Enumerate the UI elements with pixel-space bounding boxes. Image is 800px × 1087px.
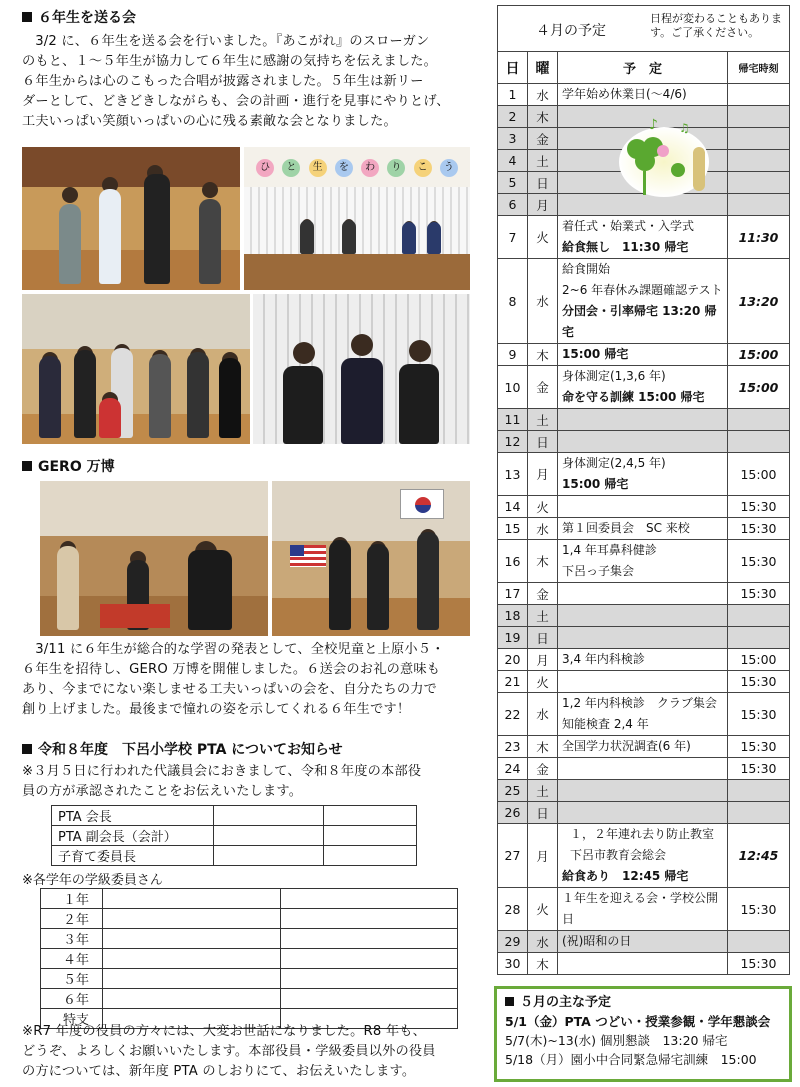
event-cell [558, 693, 728, 736]
left-column [22, 8, 490, 132]
clover-illustration: ♪ ♫ [609, 115, 717, 201]
weekday: 木 [528, 953, 558, 975]
return-time [728, 172, 790, 194]
pta-intro: ※３月５日に行われた代議員会におきまして、令和８年度の本部役 員の方が承認されたことをお伝えいたします。 [22, 764, 422, 799]
return-time: 12:45 [728, 824, 790, 888]
return-time [728, 780, 790, 802]
weekday: 火 [528, 888, 558, 931]
day-number: 10 [498, 366, 528, 409]
weekday: 土 [528, 605, 558, 627]
day-number: 4 [498, 150, 528, 172]
april-title: ４月の予定 [536, 23, 606, 39]
event-cell [558, 953, 728, 975]
grade-label: ３年 [41, 929, 103, 949]
day-number: 3 [498, 128, 528, 150]
event-cell [558, 931, 728, 953]
event-line: 15:00 帰宅 [562, 477, 629, 491]
event-line: 15:00 帰宅 [562, 347, 629, 361]
april-header [497, 5, 790, 51]
return-time [728, 931, 790, 953]
event-cell [558, 671, 728, 693]
weekday: 金 [528, 128, 558, 150]
expo-text: 3/11 に６年生が総合的な学習の発表として、全校児童と上原小５・ ６年生を招待し、GERO 万博を開催しました。６送会のお礼の意味も あり、今までにない楽しませる工夫いっぱいの会を、自分たちの力で 創り上げました。最後まで憧れの姿を示してくれる６年生です！ [22, 642, 445, 717]
day-number: 12 [498, 431, 528, 453]
event-line: 1,2 年内科検診 クラブ集会 [562, 696, 717, 710]
return-time [728, 84, 790, 106]
day-number: 1 [498, 84, 528, 106]
event-cell [558, 259, 728, 344]
event-line: 身体測定(1,3,6 年) [562, 369, 666, 383]
weekday: 土 [528, 150, 558, 172]
may-item: 5/18（月）園小中合同緊急帰宅訓練 15:00 [505, 1052, 757, 1067]
send-off-text: 3/2 に、６年生を送る会を行いました。『あこがれ』のスローガン のもと、１～５年生が協力して６年生に感謝の気持ちを伝えました。 ６年生からは心のこもった合唱が披露されました。５年生は新リー ダーとして、どきどきしながらも、会の計画・進行を見事にやりとげ、 工夫いっぱい笑顔いっぱいの心に残る素敵な会となりました。 [22, 34, 450, 129]
day-number: 24 [498, 758, 528, 780]
return-time [728, 150, 790, 172]
return-time: 13:20 [728, 259, 790, 344]
day-number: 13 [498, 453, 528, 496]
day-number: 2 [498, 106, 528, 128]
schedule-row [498, 649, 790, 671]
day-number: 17 [498, 583, 528, 605]
event-line: 分団会・引率帰宅 13:20 帰宅 [562, 304, 717, 339]
day-number: 27 [498, 824, 528, 888]
schedule-row [498, 693, 790, 736]
weekday: 木 [528, 540, 558, 583]
col-time-header: 帰宅時刻 [728, 52, 790, 84]
class-rep-table [40, 888, 458, 1029]
event-cell [558, 605, 728, 627]
weekday: 水 [528, 518, 558, 540]
day-number: 29 [498, 931, 528, 953]
day-number: 6 [498, 194, 528, 216]
event-cell [558, 409, 728, 431]
event-line: 知能検査 2,4 年 [562, 717, 649, 731]
schedule-row [498, 931, 790, 953]
weekday: 日 [528, 431, 558, 453]
weekday: 水 [528, 259, 558, 344]
return-time: 15:30 [728, 540, 790, 583]
schedule-row [498, 736, 790, 758]
event-cell [558, 780, 728, 802]
grade-label: 特支 [41, 1009, 103, 1029]
event-line: 命を守る訓練 15:00 帰宅 [562, 390, 705, 404]
weekday: 水 [528, 693, 558, 736]
day-number: 22 [498, 693, 528, 736]
day-number: 18 [498, 605, 528, 627]
return-time: 15:30 [728, 758, 790, 780]
grade-label: １年 [41, 889, 103, 909]
event-cell [558, 583, 728, 605]
schedule-row [498, 888, 790, 931]
schedule-row [498, 344, 790, 366]
schedule-row [498, 496, 790, 518]
return-time: 15:00 [728, 344, 790, 366]
weekday: 水 [528, 931, 558, 953]
weekday: 月 [528, 824, 558, 888]
schedule-row [498, 758, 790, 780]
grade-label: ４年 [41, 949, 103, 969]
event-cell [558, 431, 728, 453]
event-line: １年生を迎える会・学校公開日 [562, 891, 719, 926]
return-time: 15:30 [728, 888, 790, 931]
day-number: 19 [498, 627, 528, 649]
officer-label: PTA 会長 [52, 806, 214, 826]
photo-expo-booths [40, 481, 268, 636]
day-number: 14 [498, 496, 528, 518]
event-cell [558, 758, 728, 780]
event-line: 3,4 年内科検診 [562, 652, 645, 666]
grade-label: ２年 [41, 909, 103, 929]
event-line: 給食あり 12:45 帰宅 [562, 869, 689, 883]
weekday: 火 [528, 216, 558, 259]
weekday: 木 [528, 106, 558, 128]
grade-label: ５年 [41, 969, 103, 989]
pta-title: 令和８年度 下呂小学校 PTA についてお知らせ [22, 740, 343, 760]
may-item: 5/7(木)~13(水) 個別懇談 13:20 帰宅 [505, 1033, 728, 1048]
schedule-row [498, 583, 790, 605]
schedule-row [498, 540, 790, 583]
col-weekday-header: 曜 [528, 52, 558, 84]
weekday: 土 [528, 409, 558, 431]
weekday: 月 [528, 649, 558, 671]
april-schedule [497, 5, 790, 975]
photo-three-students-antlers [253, 294, 470, 444]
schedule-row [498, 824, 790, 888]
weekday: 月 [528, 453, 558, 496]
return-time: 11:30 [728, 216, 790, 259]
photo-walking-students [22, 147, 240, 290]
schedule-row [498, 409, 790, 431]
schedule-row [498, 518, 790, 540]
event-line: 学年始め休業日(～4/6) [562, 87, 687, 101]
return-time: 15:30 [728, 583, 790, 605]
weekday: 土 [528, 780, 558, 802]
event-line: 給食開始 [562, 262, 611, 276]
day-number: 21 [498, 671, 528, 693]
event-cell [558, 824, 728, 888]
weekday: 月 [528, 194, 558, 216]
return-time: 15:30 [728, 496, 790, 518]
return-time: 15:30 [728, 736, 790, 758]
event-line: 下呂っ子集会 [562, 564, 635, 578]
event-line: 下呂市教育会総会 [570, 848, 667, 862]
return-time [728, 106, 790, 128]
event-cell [558, 627, 728, 649]
event-cell [558, 453, 728, 496]
event-line: １，２年連れ去り防止教室 [570, 827, 715, 841]
col-event-header: 予 定 [558, 52, 728, 84]
weekday: 火 [528, 671, 558, 693]
day-number: 16 [498, 540, 528, 583]
schedule-row [498, 84, 790, 106]
schedule-row [498, 259, 790, 344]
return-time: 15:00 [728, 453, 790, 496]
event-line: 2~6 年春休み課題確認テスト [562, 283, 723, 297]
return-time [728, 431, 790, 453]
weekday: 木 [528, 344, 558, 366]
schedule-row [498, 453, 790, 496]
grade-label: ６年 [41, 989, 103, 1009]
weekday: 日 [528, 172, 558, 194]
weekday: 水 [528, 84, 558, 106]
event-cell [558, 216, 728, 259]
april-note: 日程が変わることもあります。ご了承ください。 [650, 12, 782, 39]
event-line: 着任式・始業式・入学式 [562, 219, 695, 233]
return-time [728, 128, 790, 150]
event-cell [558, 802, 728, 824]
return-time [728, 605, 790, 627]
send-off-title: ６年生を送る会 [22, 8, 490, 28]
banner: ひ と 生 を わ り こ う [252, 159, 462, 181]
schedule-row [498, 780, 790, 802]
event-line: 1,4 年耳鼻科健診 [562, 543, 657, 557]
return-time [728, 409, 790, 431]
may-schedule-box [494, 986, 792, 1082]
day-number: 26 [498, 802, 528, 824]
event-cell [558, 736, 728, 758]
event-cell [558, 344, 728, 366]
event-line: 給食無し 11:30 帰宅 [562, 240, 689, 254]
return-time: 15:30 [728, 518, 790, 540]
day-number: 8 [498, 259, 528, 344]
event-cell [558, 84, 728, 106]
day-number: 25 [498, 780, 528, 802]
may-title: ５月の主な予定 [505, 993, 781, 1012]
day-number: 30 [498, 953, 528, 975]
officer-label: 子育て委員長 [52, 846, 214, 866]
photo-expo-flags [272, 481, 470, 636]
weekday: 日 [528, 627, 558, 649]
schedule-row [498, 605, 790, 627]
korea-flag-icon [400, 489, 444, 519]
day-number: 11 [498, 409, 528, 431]
usa-flag-icon [290, 545, 326, 567]
return-time [728, 802, 790, 824]
day-number: 9 [498, 344, 528, 366]
day-number: 20 [498, 649, 528, 671]
schedule-row [498, 671, 790, 693]
class-rep-note: ※各学年の学級委員さん [22, 873, 163, 888]
photo-gym-crowd [22, 294, 250, 444]
schedule-row [498, 802, 790, 824]
weekday: 金 [528, 583, 558, 605]
day-number: 7 [498, 216, 528, 259]
event-line: 第１回委員会 SC 来校 [562, 521, 690, 535]
return-time: 15:00 [728, 366, 790, 409]
event-cell [558, 649, 728, 671]
event-line: 身体測定(2,4,5 年) [562, 456, 666, 470]
return-time: 15:30 [728, 693, 790, 736]
day-number: 15 [498, 518, 528, 540]
return-time: 15:00 [728, 649, 790, 671]
return-time [728, 627, 790, 649]
schedule-row [498, 627, 790, 649]
expo-title: GERO 万博 [22, 457, 115, 477]
schedule-row [498, 366, 790, 409]
pta-closing: ※R7 年度の役員の方々には、大変お世話になりました。R8 年も、 どうぞ、よろしくお願いいたします。本部役員・学級委員以外の役員 の方については、新年度 PTA のしおりにて、お伝えいたします。 [22, 1024, 436, 1079]
event-line: (祝)昭和の日 [562, 934, 632, 948]
weekday: 木 [528, 736, 558, 758]
weekday: 火 [528, 496, 558, 518]
schedule-row [498, 431, 790, 453]
schedule-row [498, 216, 790, 259]
col-day-header: 日 [498, 52, 528, 84]
event-cell [558, 518, 728, 540]
return-time: 15:30 [728, 671, 790, 693]
event-cell [558, 366, 728, 409]
officer-label: PTA 副会長（会計） [52, 826, 214, 846]
day-number: 23 [498, 736, 528, 758]
return-time [728, 194, 790, 216]
photo-stage-banner [244, 147, 470, 290]
event-cell [558, 540, 728, 583]
event-line: 全国学力状況調査(6 年) [562, 739, 691, 753]
event-cell [558, 888, 728, 931]
return-time: 15:30 [728, 953, 790, 975]
weekday: 金 [528, 366, 558, 409]
weekday: 金 [528, 758, 558, 780]
schedule-row [498, 953, 790, 975]
may-item: 5/1（金）PTA つどい・授業参観・学年懇談会 [505, 1014, 771, 1029]
event-cell [558, 496, 728, 518]
day-number: 5 [498, 172, 528, 194]
day-number: 28 [498, 888, 528, 931]
weekday: 日 [528, 802, 558, 824]
pta-officers-table [51, 805, 417, 866]
